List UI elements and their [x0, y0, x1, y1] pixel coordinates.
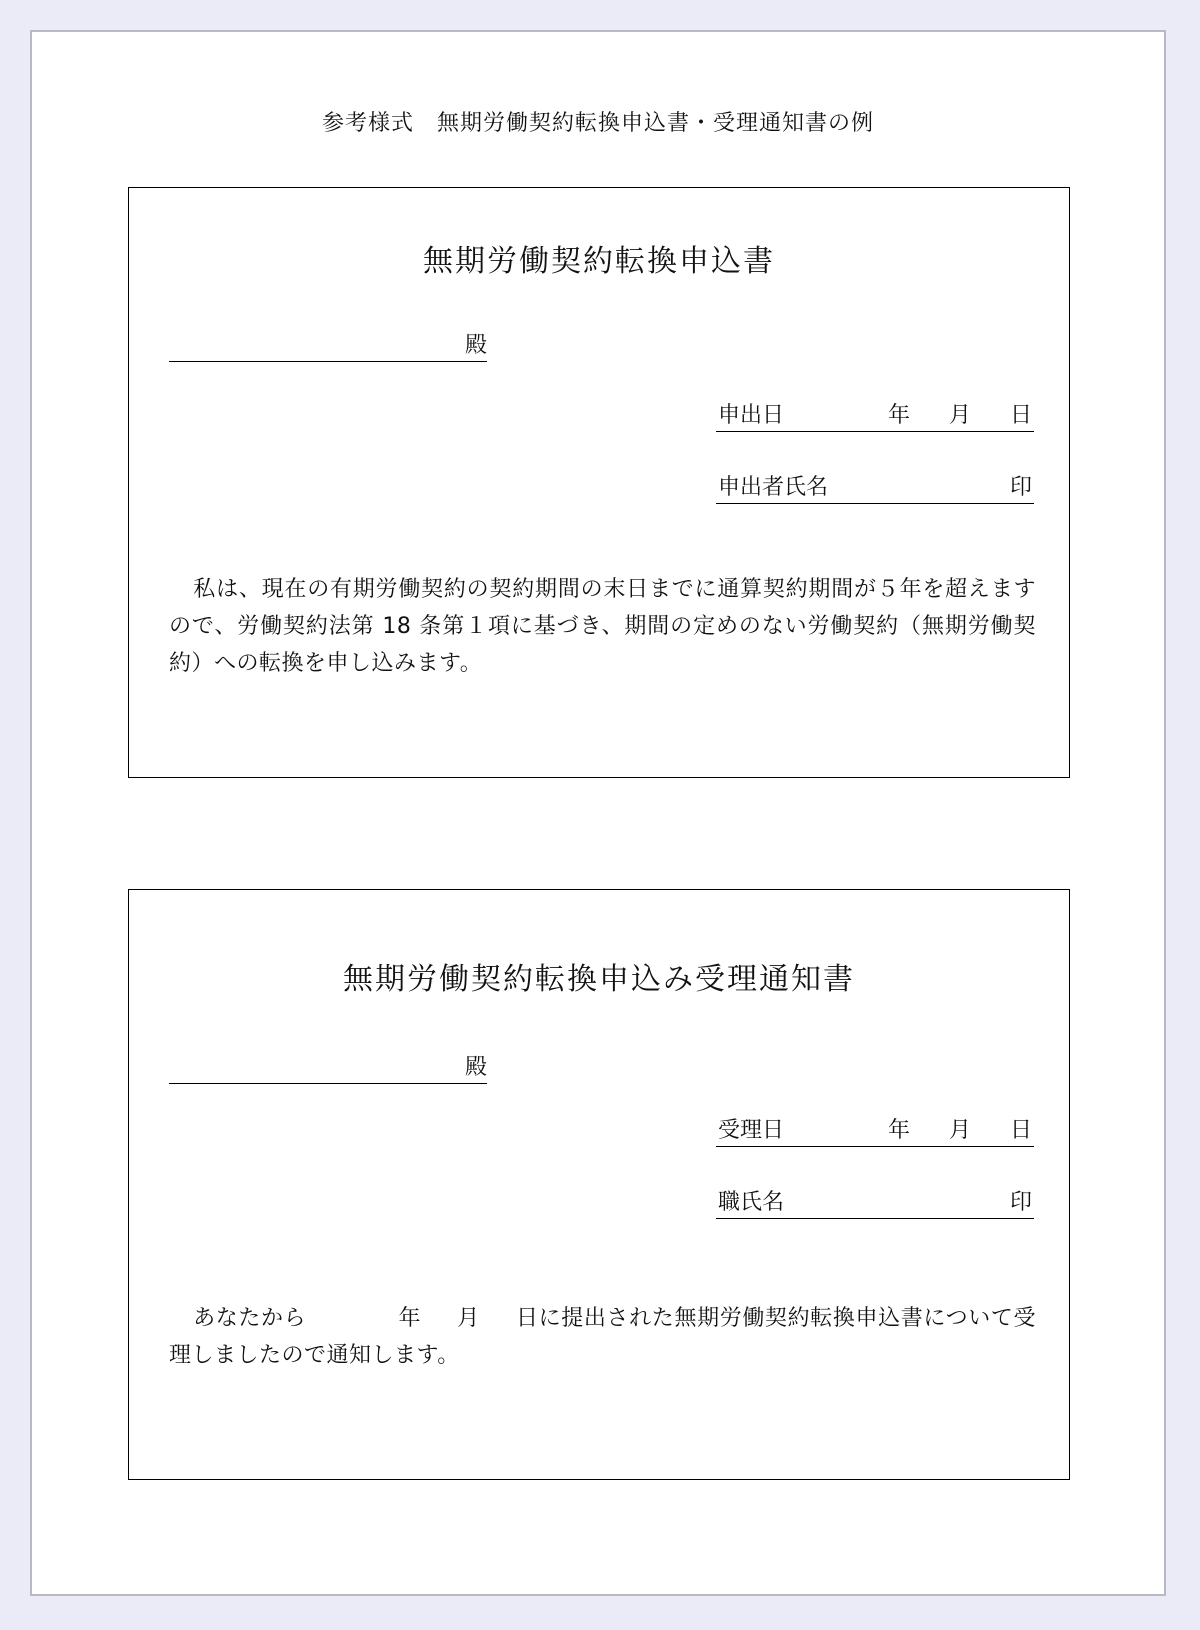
official-name-label: 職氏名: [718, 1190, 785, 1215]
receipt-date-label: 受理日: [718, 1118, 785, 1143]
application-date-field[interactable]: [716, 400, 1034, 432]
receipt-form: [128, 889, 1070, 1480]
addressee-suffix: 殿: [464, 333, 487, 358]
receipt-year-label: 年: [888, 1118, 911, 1143]
receipt-form-title: 無期労働契約転換申込み受理通知書: [343, 962, 855, 997]
application-form-title: 無期労働契約転換申込書: [423, 244, 775, 279]
receipt-date-field[interactable]: [716, 1115, 1034, 1147]
receipt-body-year: 年: [398, 1306, 422, 1331]
document-page: [30, 30, 1166, 1596]
receipt-addressee-suffix: 殿: [464, 1055, 487, 1080]
application-body: 私は、現在の有期労働契約の契約期間の末日までに通算契約期間が５年を超えますので、労働契約法第 18 条第１項に基づき、期間の定めのない労働契約（無期労働契約）への転換を申し込みます。: [169, 577, 1036, 676]
month-label: 月: [949, 403, 972, 428]
page-header-title: 参考様式 無期労働契約転換申込書・受理通知書の例: [321, 111, 874, 136]
receipt-body-prefix: あなたから: [193, 1306, 307, 1331]
day-label: 日: [1009, 403, 1032, 428]
application-form: [128, 187, 1070, 778]
seal-label: 印: [1009, 475, 1032, 500]
receipt-addressee-field[interactable]: [169, 1050, 487, 1084]
application-date-label: 申出日: [718, 403, 785, 428]
year-label: 年: [888, 403, 911, 428]
receipt-body-month: 月: [457, 1306, 480, 1331]
receipt-day-label: 日: [1009, 1118, 1032, 1143]
application-body-text: [169, 571, 1036, 682]
receipt-month-label: 月: [949, 1118, 972, 1143]
addressee-field[interactable]: [169, 328, 487, 362]
applicant-name-label: 申出者氏名: [718, 475, 829, 500]
receipt-body-text: [169, 1300, 1036, 1374]
receipt-seal-label: 印: [1009, 1190, 1032, 1215]
receipt-body-suffix: 日に提出された無期労働契約転換申込書について受理しましたので通知します。: [169, 1306, 1036, 1368]
official-name-field[interactable]: [716, 1187, 1034, 1219]
applicant-name-field[interactable]: [716, 472, 1034, 504]
